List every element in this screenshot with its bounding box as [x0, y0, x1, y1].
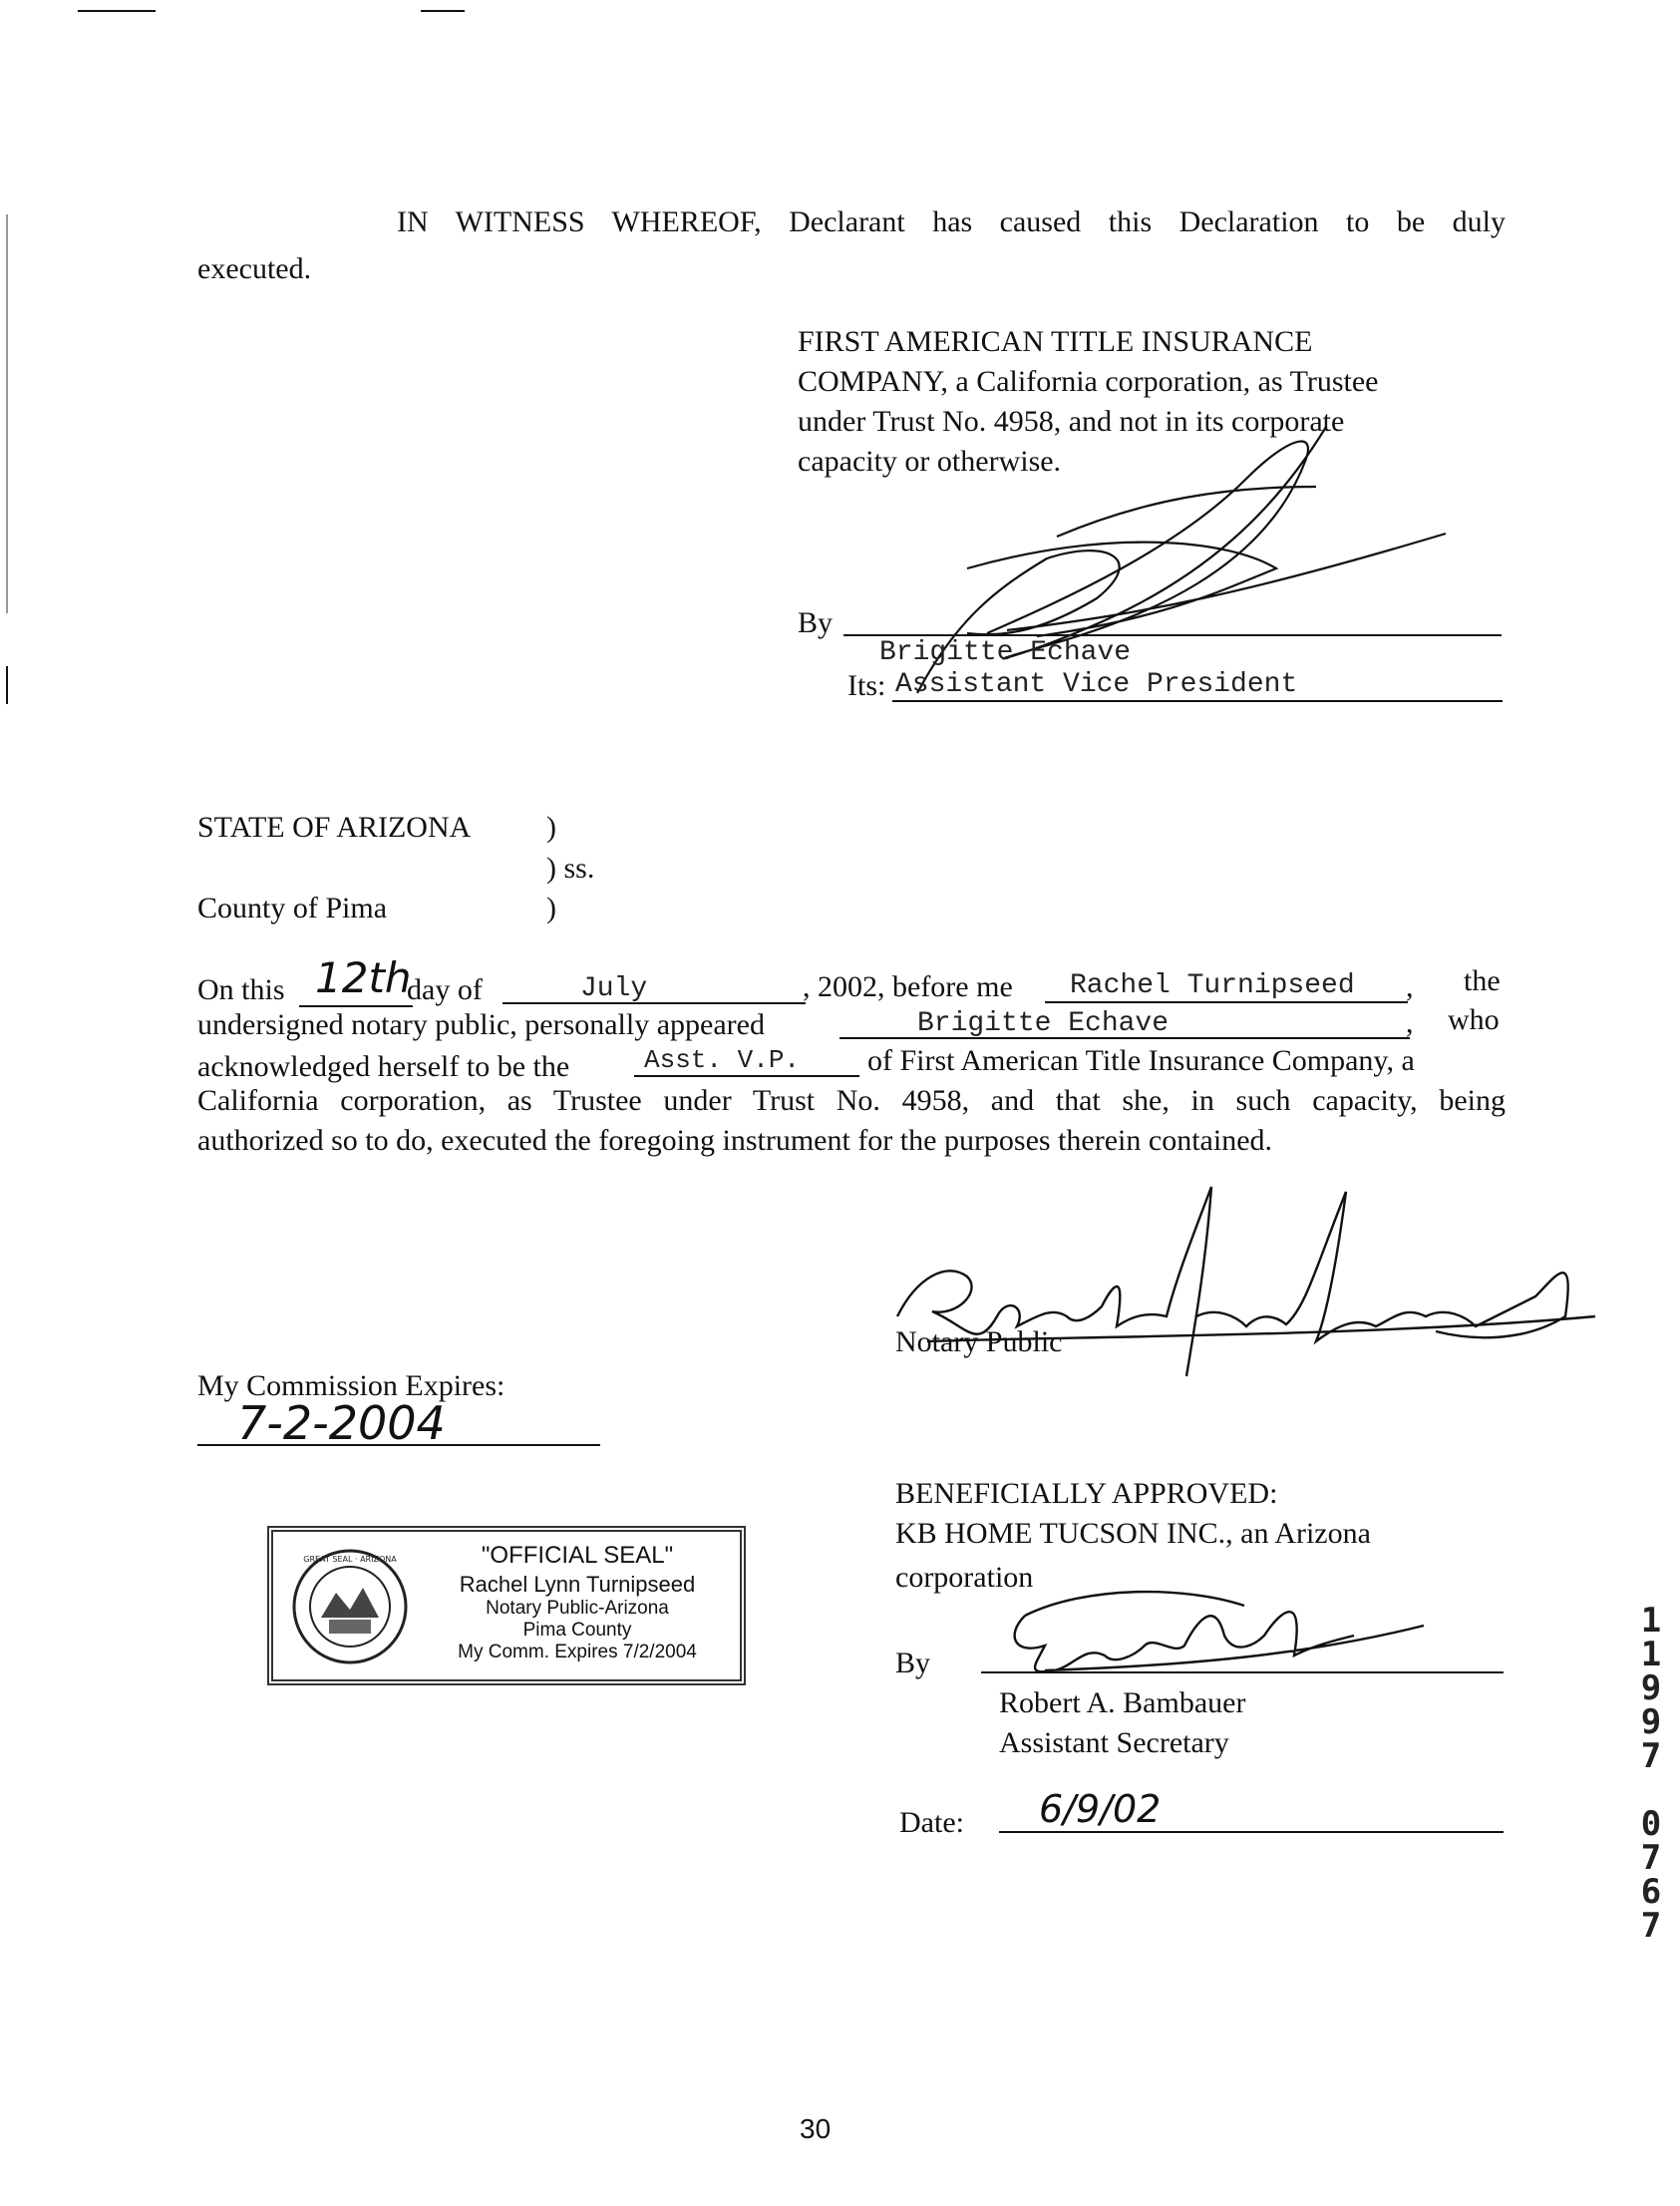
state-label: STATE OF ARIZONA: [197, 811, 472, 844]
seal-line3: Pima County: [522, 1620, 632, 1641]
trustee-line: COMPANY, a California corporation, as Trustee: [798, 365, 1379, 398]
venue-paren: ): [546, 811, 556, 844]
commission-line: [197, 1444, 600, 1446]
county-label: County of Pima: [197, 892, 388, 924]
seal-line2: Notary Public-Arizona: [486, 1598, 669, 1619]
ack-the: the: [1464, 964, 1501, 997]
ack-comma: ,: [1406, 1006, 1414, 1039]
its-line: [892, 700, 1503, 702]
approval-date-line: [999, 1831, 1504, 1833]
seal-line4: My Comm. Expires 7/2/2004: [458, 1642, 697, 1662]
approver-signature: [985, 1576, 1444, 1695]
approval-by-label: By: [895, 1647, 931, 1679]
ack-title: Asst. V.P.: [644, 1045, 801, 1075]
ack-appeared-name: Brigitte Echave: [917, 1008, 1170, 1039]
witness-cont: executed.: [197, 252, 312, 285]
ack-line2: undersigned notary public, personally appeared: [197, 1008, 765, 1041]
ack-appeared-line: [840, 1037, 1410, 1039]
approval-date-value: 6/9/02: [1039, 1787, 1162, 1831]
margin-mark: [6, 214, 8, 613]
notary-seal: [267, 1526, 746, 1685]
trustee-signature: [847, 419, 1406, 778]
ack-day: 12th: [315, 953, 412, 1002]
its-label: Its:: [847, 669, 886, 702]
ack-line3-tail: of First American Title Insurance Company, a: [867, 1044, 1415, 1077]
ack-notary-line: [1045, 1001, 1408, 1003]
witness-lead: IN WITNESS WHEREOF, Declarant has caused this Declaration to be duly: [397, 205, 1506, 238]
side-stamp-digit: 0: [1640, 1804, 1662, 1844]
approval-corporation: corporation: [895, 1561, 1034, 1594]
ack-on-this: On this: [197, 973, 285, 1006]
venue-ss: ) ss.: [546, 852, 595, 885]
side-stamp-digit: 7: [1640, 1838, 1662, 1878]
scan-mark: [78, 10, 156, 12]
side-stamp-digit: 6: [1640, 1872, 1662, 1912]
approver-title: Assistant Secretary: [999, 1726, 1229, 1759]
ack-month: July: [580, 973, 648, 1004]
ack-line3: acknowledged herself to be the: [197, 1050, 570, 1083]
approval-company: KB HOME TUCSON INC., an Arizona: [895, 1517, 1371, 1550]
ack-title-line: [634, 1075, 859, 1077]
ack-day-of: day of: [407, 973, 483, 1006]
margin-mark: [6, 666, 8, 704]
seal-name: Rachel Lynn Turnipseed: [459, 1572, 696, 1597]
ack-line4: California corporation, as Trustee under Trust No. 4958, and that she, in such capacity, being: [197, 1084, 1506, 1117]
notary-signature: [877, 1167, 1595, 1396]
side-stamp-digit: 7: [1640, 1906, 1662, 1946]
side-stamp-digit: 7: [1640, 1736, 1662, 1776]
ack-comma: ,: [1406, 970, 1414, 1003]
seal-emblem-text: GREAT SEAL · ARIZONA: [303, 1555, 397, 1564]
trustee-line: FIRST AMERICAN TITLE INSURANCE: [798, 325, 1313, 358]
side-stamp-digit: 9: [1640, 1668, 1662, 1708]
page-number: 30: [800, 2113, 832, 2144]
notary-public-label: Notary Public: [895, 1325, 1063, 1358]
side-stamp-digit: 1: [1640, 1601, 1662, 1641]
approval-date-label: Date:: [899, 1806, 964, 1839]
by-label: By: [798, 606, 834, 639]
side-stamp-digit: 9: [1640, 1702, 1662, 1742]
approval-by-line: [981, 1671, 1504, 1673]
trustee-line: capacity or otherwise.: [798, 445, 1062, 478]
signer-name: Brigitte Echave: [879, 637, 1132, 668]
its-value: Assistant Vice President: [895, 669, 1298, 700]
approver-name: Robert A. Bambauer: [999, 1686, 1246, 1719]
ack-line5: authorized so to do, executed the foregoing instrument for the purposes therein contained.: [197, 1124, 1273, 1157]
seal-title: "OFFICIAL SEAL": [481, 1542, 674, 1569]
ack-year: , 2002, before me: [803, 970, 1013, 1003]
venue-paren: ): [546, 892, 556, 924]
scan-mark: [421, 10, 465, 12]
side-stamp-digit: 1: [1640, 1635, 1662, 1674]
commission-date: 7-2-2004: [237, 1396, 446, 1450]
commission-label: My Commission Expires:: [197, 1369, 505, 1402]
ack-notary-name: Rachel Turnipseed: [1070, 970, 1355, 1001]
state-seal-emblem: [291, 1548, 409, 1665]
approval-header: BENEFICIALLY APPROVED:: [895, 1477, 1278, 1510]
ack-who: who: [1448, 1003, 1500, 1036]
trustee-line: under Trust No. 4958, and not in its corporate: [798, 405, 1345, 438]
ack-month-line: [503, 1002, 806, 1004]
